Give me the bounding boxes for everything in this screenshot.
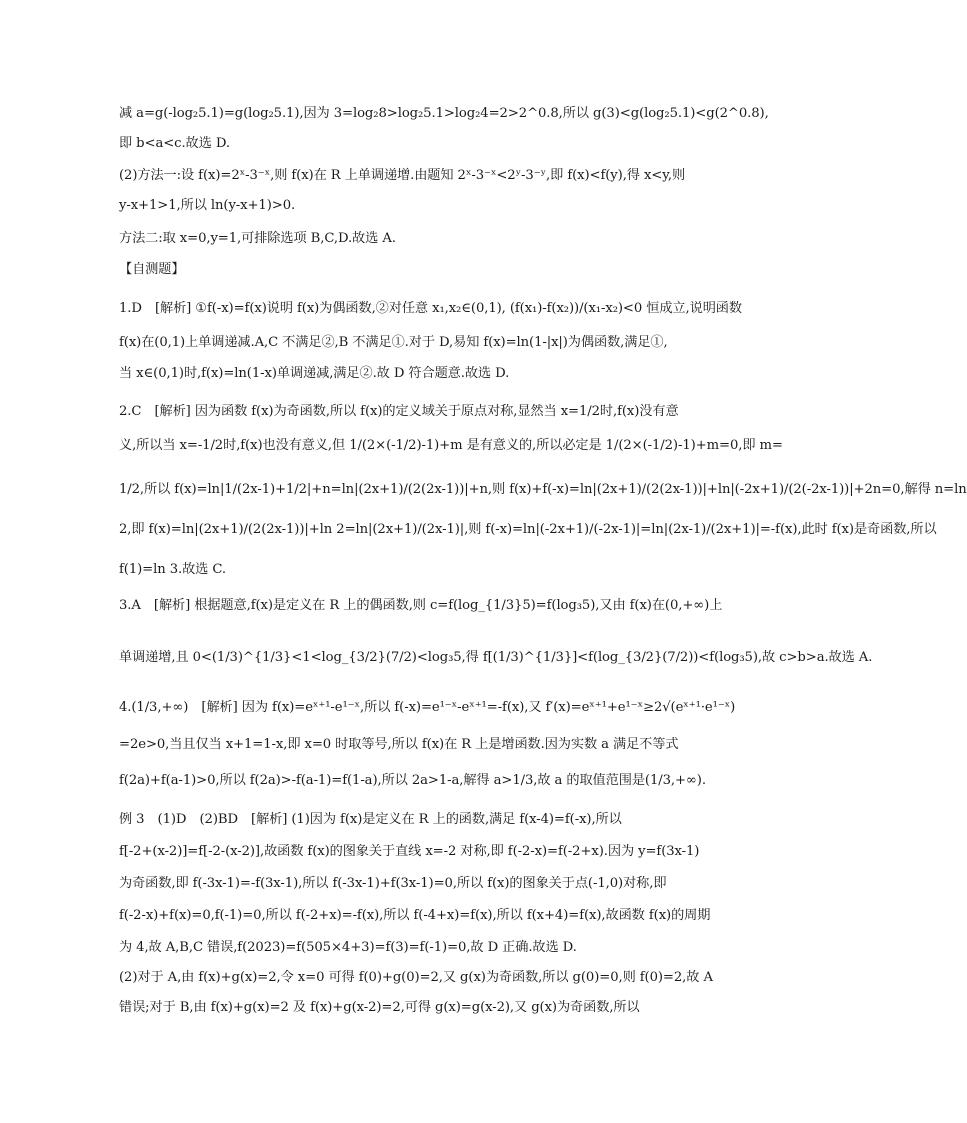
text-line: 当 x∈(0,1)时,f(x)=ln(1-x)单调递减,满足②.故 D 符合题意.故选 D.	[119, 366, 510, 381]
text-line: y-x+1>1,所以 ln(y-x+1)>0.	[119, 198, 296, 213]
text-line: 方法二:取 x=0,y=1,可排除选项 B,C,D.故选 A.	[119, 231, 396, 246]
text-line: 单调递增,且 0<(1/3)^{1/3}<1<log_{3/2}(7/2)<log₃5,得 f[(1/3)^{1/3}]<f(log_{3/2}(7/2))<f(log₃5),故 c>b>a.故选 A.	[119, 650, 873, 665]
text-line: f(-2-x)+f(x)=0,f(-1)=0,所以 f(-2+x)=-f(x),所以 f(-4+x)=f(x),所以 f(x+4)=f(x),故函数 f(x)的周期	[119, 908, 711, 923]
text-line: f(x)在(0,1)上单调递减.A,C 不满足②,B 不满足①.对于 D,易知 f(x)=ln(1-|x|)为偶函数,满足①,	[119, 335, 668, 350]
text-line: 错误;对于 B,由 f(x)+g(x)=2 及 f(x)+g(x-2)=2,可得 g(x)=g(x-2),又 g(x)为奇函数,所以	[119, 1000, 640, 1015]
text-line: 义,所以当 x=-1/2时,f(x)也没有意义,但 1/(2×(-1/2)-1)+m 是有意义的,所以必定是 1/(2×(-1/2)-1)+m=0,即 m=	[119, 438, 783, 453]
text-line: =2e>0,当且仅当 x+1=1-x,即 x=0 时取等号,所以 f(x)在 R 上是增函数.因为实数 a 满足不等式	[119, 737, 679, 752]
text-line: 1.D [解析] ①f(-x)=f(x)说明 f(x)为偶函数,②对任意 x₁,x₂∈(0,1), (f(x₁)-f(x₂))/(x₁-x₂)<0 恒成立,说明函数	[119, 301, 742, 316]
text-line: 1/2,所以 f(x)=ln|1/(2x-1)+1/2|+n=ln|(2x+1)/(2(2x-1))|+n,则 f(x)+f(-x)=ln|(2x+1)/(2(2x-1))|+ln|(-2x+1)/(2(-2x-1))|+2n=0,解得 n=ln	[119, 482, 967, 497]
text-line: 2.C [解析] 因为函数 f(x)为奇函数,所以 f(x)的定义域关于原点对称,显然当 x=1/2时,f(x)没有意	[119, 404, 679, 419]
text-line: f(1)=ln 3.故选 C.	[119, 562, 226, 577]
text-line: 例 3 (1)D (2)BD [解析] (1)因为 f(x)是定义在 R 上的函数,满足 f(x-4)=f(-x),所以	[119, 812, 622, 827]
text-line: (2)对于 A,由 f(x)+g(x)=2,令 x=0 可得 f(0)+g(0)=2,又 g(x)为奇函数,所以 g(0)=0,则 f(0)=2,故 A	[119, 970, 713, 985]
text-line: 为 4,故 A,B,C 错误,f(2023)=f(505×4+3)=f(3)=f(-1)=0,故 D 正确.故选 D.	[119, 940, 577, 955]
text-line: f[-2+(x-2)]=f[-2-(x-2)],故函数 f(x)的图象关于直线 x=-2 对称,即 f(-2-x)=f(-2+x).因为 y=f(3x-1)	[119, 844, 700, 859]
text-line: 减 a=g(-log₂5.1)=g(log₂5.1),因为 3=log₂8>log₂5.1>log₂4=2>2^0.8,所以 g(3)<g(log₂5.1)<g(2^0.8),	[119, 106, 769, 121]
text-line: f(2a)+f(a-1)>0,所以 f(2a)>-f(a-1)=f(1-a),所以 2a>1-a,解得 a>1/3,故 a 的取值范围是(1/3,+∞).	[119, 773, 706, 788]
text-line: 为奇函数,即 f(-3x-1)=-f(3x-1),所以 f(-3x-1)+f(3x-1)=0,所以 f(x)的图象关于点(-1,0)对称,即	[119, 876, 667, 891]
text-line: 3.A [解析] 根据题意,f(x)是定义在 R 上的偶函数,则 c=f(log_{1/3}5)=f(log₃5),又由 f(x)在(0,+∞)上	[119, 598, 723, 613]
text-line: (2)方法一:设 f(x)=2ˣ-3⁻ˣ,则 f(x)在 R 上单调递增.由题知 2ˣ-3⁻ˣ<2ʸ-3⁻ʸ,即 f(x)<f(y),得 x<y,则	[119, 168, 686, 183]
text-line: 4.(1/3,+∞) [解析] 因为 f(x)=eˣ⁺¹-e¹⁻ˣ,所以 f(-x)=e¹⁻ˣ-eˣ⁺¹=-f(x),又 f′(x)=eˣ⁺¹+e¹⁻ˣ≥2√(eˣ⁺¹·e¹⁻ˣ)	[119, 700, 736, 715]
text-line: 2,即 f(x)=ln|(2x+1)/(2(2x-1))|+ln 2=ln|(2x+1)/(2x-1)|,则 f(-x)=ln|(-2x+1)/(-2x-1)|=ln|(2x-1)/(2x+1)|=-f(x),此时 f(x)是奇函数,所以	[119, 522, 937, 537]
section-heading: 【自测题】	[119, 262, 185, 277]
text-line: 即 b<a<c.故选 D.	[119, 136, 230, 151]
